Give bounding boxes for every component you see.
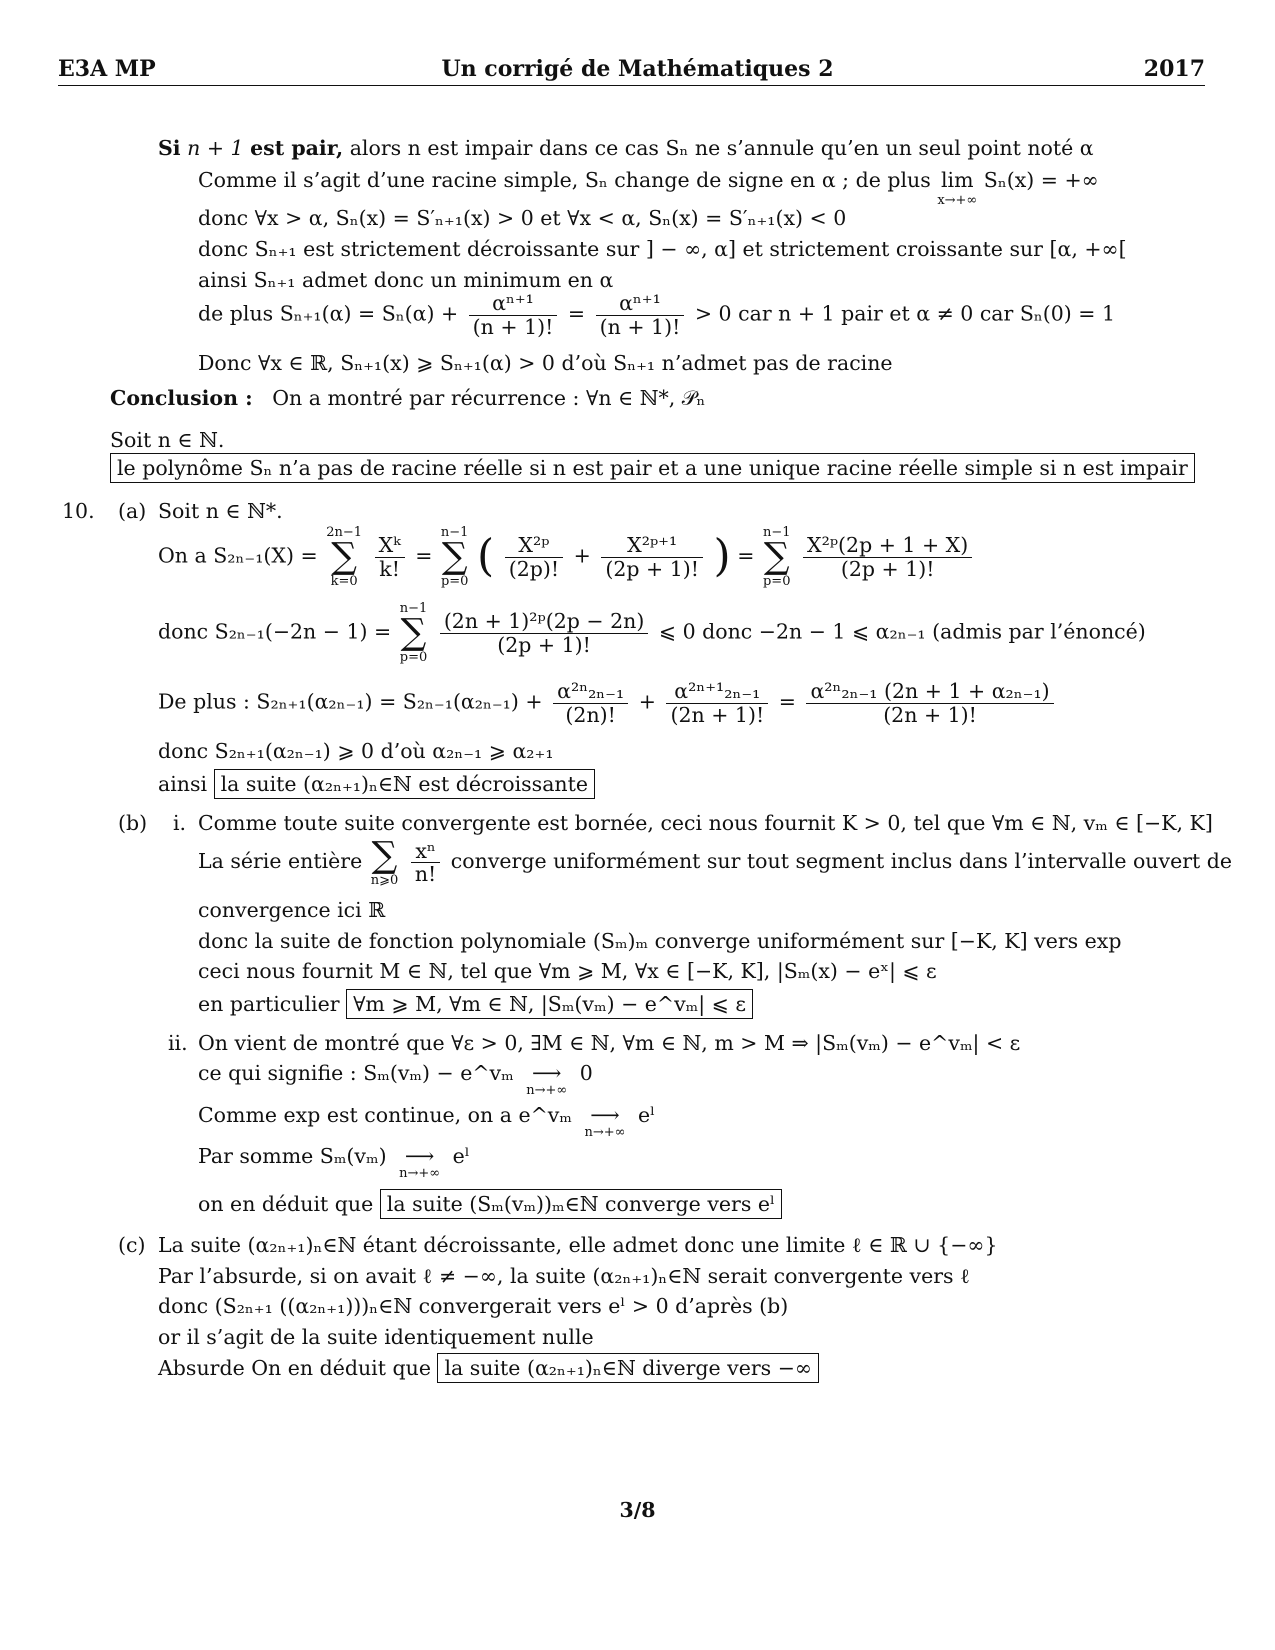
part-b-ii-line4: [198, 1146, 470, 1180]
part-b-ii-line5: [198, 1194, 782, 1215]
pair-case-line7: Donc ∀x ∈ ℝ, Sₙ₊₁(x) ⩾ Sₙ₊₁(α) > 0 d’où Sₙ₊₁ n’admet pas de racine: [198, 351, 893, 375]
i-l2-b: converge uniformément sur tout segment inclus dans l’intervalle ouvert de: [450, 849, 1233, 873]
sum-lower: p=0: [399, 650, 428, 665]
part-c-line5: [158, 1358, 819, 1379]
conclusion-text: On a montré par récurrence : ∀n ∈ ℕ*, 𝒫ₙ: [272, 386, 706, 410]
limit-arrow: [399, 1146, 440, 1180]
boxed-result: la suite (α₂ₙ₊₁)ₙ∈ℕ est décroissante: [214, 769, 595, 799]
i-l6-pre: en particulier: [198, 992, 340, 1016]
ii-l3-b: eˡ: [638, 1103, 656, 1127]
arrow-under: n→+∞: [399, 1165, 441, 1181]
limit-arrow: [526, 1063, 567, 1097]
soit-line: Soit n ∈ ℕ.: [110, 428, 225, 452]
sum-lower: k=0: [330, 574, 358, 589]
fraction-num: Xᵏ: [375, 534, 405, 558]
part-b-i-line2: [198, 835, 1233, 888]
fraction-num: xⁿ: [411, 840, 440, 864]
page-number: 3/8: [619, 1498, 656, 1522]
sum-operator: [400, 602, 428, 664]
l1-a: On a S₂ₙ₋₁(X) =: [158, 543, 318, 568]
fraction: [375, 534, 405, 580]
boxed-result: la suite (Sₘ(vₘ))ₘ∈ℕ converge vers eˡ: [380, 1189, 782, 1219]
line2-text: Comme il s’agit d’une racine simple, Sₙ change de signe en α ; de plus: [198, 168, 931, 192]
fraction: [803, 534, 972, 580]
sum-lower: n⩾0: [370, 873, 399, 888]
arrow-icon: ⟶: [532, 1061, 562, 1085]
limit-arrow: [584, 1105, 625, 1139]
ii-l4-a: Par somme Sₘ(vₘ): [198, 1144, 387, 1168]
l5-pre: ainsi: [158, 772, 208, 796]
equals: =: [778, 689, 796, 714]
part-c-line3: donc (S₂ₙ₊₁ ((α₂ₙ₊₁)))ₙ∈ℕ convergerait vers eˡ > 0 d’après (b): [158, 1294, 789, 1318]
arrow-icon: ⟶: [404, 1144, 435, 1168]
equals: =: [737, 543, 755, 568]
sum-sign: ∑: [441, 536, 468, 577]
sum-sign: ∑: [400, 612, 427, 653]
arrow-under: n→+∞: [526, 1082, 568, 1098]
header-rule: [58, 85, 1205, 86]
fraction-num: αⁿ⁺¹: [596, 292, 685, 316]
part-b-ii-line1: On vient de montré que ∀ε > 0, ∃M ∈ ℕ, ∀m ∈ ℕ, m > M ⇒ |Sₘ(vₘ) − e^vₘ| < ε: [198, 1031, 1021, 1055]
fraction-den: (2p + 1)!: [605, 556, 700, 581]
fraction-num: αⁿ⁺¹: [469, 292, 558, 316]
part-b-i-line5: ceci nous fournit M ∈ ℕ, tel que ∀m ⩾ M, ∀x ∈ [−K, K], |Sₘ(x) − eˣ| ⩽ ε: [198, 959, 937, 983]
boxed-result: la suite (α₂ₙ₊₁)ₙ∈ℕ diverge vers −∞: [437, 1353, 819, 1383]
pair-case-line5: ainsi Sₙ₊₁ admet donc un minimum en α: [198, 268, 614, 292]
fraction-den: n!: [414, 862, 437, 886]
sum-lower: p=0: [762, 574, 791, 589]
part-b-i-line4: donc la suite de fonction polynomiale (Sₘ)ₘ converge uniformément sur [−K, K] vers exp: [198, 929, 1122, 953]
header-title: Un corrigé de Mathématiques 2: [441, 56, 834, 82]
sum-lower: p=0: [440, 574, 469, 589]
boxed-result: ∀m ⩾ M, ∀m ∈ ℕ, |Sₘ(vₘ) − e^vₘ| ⩽ ε: [346, 989, 753, 1019]
part-b-i-line1: Comme toute suite convergente est bornée, ceci nous fournit K > 0, tel que ∀m ∈ ℕ, vₘ ∈ [−K, K]: [198, 811, 1213, 835]
soit-result: [110, 458, 1195, 479]
sum-sign: ∑: [331, 536, 357, 577]
lim-under: x→+∞: [937, 192, 978, 208]
fraction: [411, 840, 440, 886]
fraction: [601, 534, 703, 580]
fraction-den: (2n)!: [565, 702, 616, 727]
fraction-num: α²ⁿ₂ₙ₋₁ (2n + 1 + α₂ₙ₋₁): [806, 680, 1053, 704]
part-b-i-label: i.: [173, 811, 187, 835]
conclusion-label: Conclusion :: [110, 386, 253, 410]
part-b-label: (b): [118, 811, 148, 835]
ii-l5-pre: on en déduit que: [198, 1192, 374, 1216]
lim-word: lim: [941, 168, 974, 192]
sum-upper: 2n−1: [326, 525, 363, 540]
sum-upper: n−1: [440, 525, 469, 540]
header-left: E3A MP: [58, 56, 156, 82]
fraction-den: (2p + 1)!: [497, 632, 591, 657]
conclusion: [110, 388, 705, 409]
fraction-num: α²ⁿ⁺¹₂ₙ₋₁: [666, 680, 768, 704]
fraction-den: k!: [379, 556, 400, 581]
line6-b: > 0 car n + 1 pair et α ≠ 0 car Sₙ(0) = 1: [694, 301, 1116, 326]
part-c-line2: Par l’absurde, si on avait ℓ ≠ −∞, la suite (α₂ₙ₊₁)ₙ∈ℕ serait convergente vers ℓ: [158, 1264, 970, 1288]
l2-a: donc S₂ₙ₋₁(−2n − 1) =: [158, 619, 392, 644]
fraction: [469, 292, 558, 338]
sum-sign: ∑: [371, 835, 398, 876]
sum-operator: [763, 526, 791, 588]
part-b-ii-line2: [198, 1063, 593, 1097]
part-b-i-line6: [198, 994, 753, 1015]
pair-case-line4: donc Sₙ₊₁ est strictement décroissante sur ] − ∞, α] et strictement croissante sur [α, +∞[: [198, 237, 1127, 261]
part-a-line5: [158, 774, 595, 795]
fraction: [806, 680, 1053, 726]
arrow-under: n→+∞: [584, 1124, 626, 1140]
lead-math: n + 1: [187, 136, 244, 160]
fraction: [505, 534, 563, 580]
c-l5-pre: Absurde On en déduit que: [158, 1356, 431, 1380]
part-a-line3: [158, 680, 1058, 726]
left-paren: (: [477, 530, 495, 582]
header-year: 2017: [1143, 56, 1205, 82]
question-number: 10.: [62, 499, 95, 523]
line6-a: de plus Sₙ₊₁(α) = Sₙ(α) +: [198, 301, 459, 326]
part-c-line4: or il s’agit de la suite identiquement nulle: [158, 1325, 594, 1349]
i-l2-a: La série entière: [198, 849, 363, 873]
fraction-num: (2n + 1)²ᵖ(2p − 2n): [440, 610, 649, 634]
sum-operator: [370, 835, 399, 888]
part-b-ii-line3: [198, 1105, 655, 1139]
ii-l2-b: 0: [579, 1061, 593, 1085]
fraction-den: (2p + 1)!: [840, 556, 935, 581]
part-a-line1: [158, 526, 976, 588]
pair-case-line3: donc ∀x > α, Sₙ(x) = S′ₙ₊₁(x) > 0 et ∀x < α, Sₙ(x) = S′ₙ₊₁(x) < 0: [198, 206, 847, 230]
equals: =: [415, 543, 433, 568]
fraction-den: (2n + 1)!: [883, 702, 977, 727]
fraction: [440, 610, 649, 656]
boxed-result: le polynôme Sₙ n’a pas de racine réelle si n est pair et a une unique racine réelle simple si n est impair: [110, 453, 1195, 483]
l3-a: De plus : S₂ₙ₊₁(α₂ₙ₋₁) = S₂ₙ₋₁(α₂ₙ₋₁) +: [158, 689, 543, 714]
part-a-line2: [158, 602, 1146, 664]
part-a-intro: Soit n ∈ ℕ*.: [158, 499, 283, 523]
lead-bold-pair: est pair,: [250, 136, 344, 160]
sum-upper: n−1: [762, 525, 791, 540]
part-b-i-line3: convergence ici ℝ: [198, 898, 386, 922]
l2-b: ⩽ 0 donc −2n − 1 ⩽ α₂ₙ₋₁ (admis par l’énoncé): [658, 619, 1146, 644]
fraction-den: (2n + 1)!: [670, 702, 765, 727]
ii-l3-a: Comme exp est continue, on a e^vₘ: [198, 1103, 572, 1127]
part-a-line4: donc S₂ₙ₊₁(α₂ₙ₋₁) ⩾ 0 d’où α₂ₙ₋₁ ⩾ α₂₊₁: [158, 739, 554, 763]
lim-operator: [937, 170, 977, 207]
pair-case-line6: [198, 292, 1115, 338]
pair-case-lead: [158, 138, 1094, 159]
sum-operator: [326, 526, 362, 588]
fraction-den: (2p)!: [508, 556, 560, 581]
right-paren: ): [713, 530, 731, 582]
fraction-num: X²ᵖ⁺¹: [601, 534, 703, 558]
fraction-num: X²ᵖ(2p + 1 + X): [803, 534, 972, 558]
fraction-num: α²ⁿ₂ₙ₋₁: [553, 680, 628, 704]
lead-bold-si: Si: [158, 136, 181, 160]
line2-tail: Sₙ(x) = +∞: [983, 168, 1099, 192]
arrow-icon: ⟶: [590, 1103, 620, 1127]
sum-operator: [441, 526, 469, 588]
sum-sign: ∑: [763, 536, 790, 577]
part-a-label: (a): [118, 499, 147, 523]
plus: +: [638, 689, 656, 714]
pair-case-line2: [198, 170, 1099, 207]
fraction-den: (n + 1)!: [599, 314, 681, 339]
sum-upper: n−1: [399, 601, 428, 616]
part-c-line1: La suite (α₂ₙ₊₁)ₙ∈ℕ étant décroissante, elle admet donc une limite ℓ ∈ ℝ ∪ {−∞}: [158, 1233, 998, 1257]
fraction: [553, 680, 628, 726]
fraction: [666, 680, 768, 726]
equals: =: [567, 301, 586, 326]
ii-l2-a: ce qui signifie : Sₘ(vₘ) − e^vₘ: [198, 1061, 514, 1085]
fraction: [596, 292, 685, 338]
ii-l4-b: eˡ: [452, 1144, 470, 1168]
fraction-num: X²ᵖ: [505, 534, 563, 558]
plus: +: [573, 543, 591, 568]
part-c-label: (c): [118, 1233, 146, 1257]
lead-rest: alors n est impair dans ce cas Sₙ ne s’annule qu’en un seul point noté α: [349, 136, 1094, 160]
fraction-den: (n + 1)!: [472, 314, 554, 339]
part-b-ii-label: ii.: [168, 1031, 188, 1055]
